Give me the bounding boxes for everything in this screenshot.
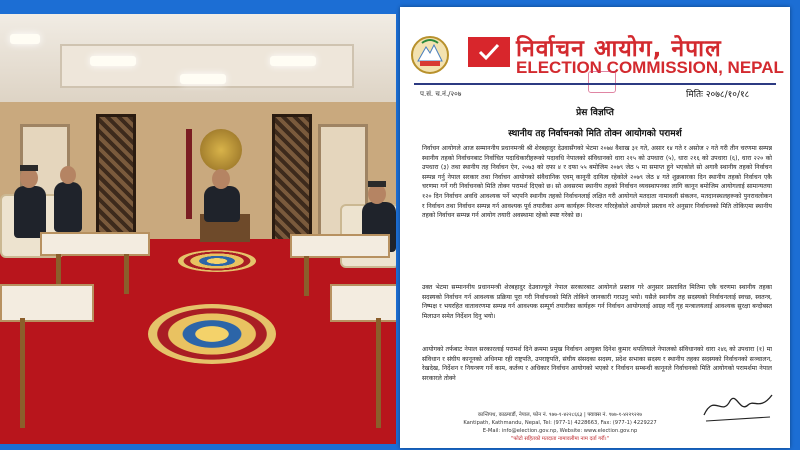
table-leg: [20, 318, 25, 428]
person-cap: [20, 165, 38, 171]
footer: [410, 411, 710, 443]
stamp: [588, 71, 616, 93]
table-leg: [304, 256, 309, 296]
ceiling-light: [180, 74, 226, 84]
side-table: [330, 284, 396, 322]
person-head: [212, 169, 230, 189]
carved-panel: [272, 114, 312, 250]
press-release-document: [400, 7, 790, 448]
rug: [178, 250, 256, 272]
side-table: [0, 284, 94, 322]
side-table: [290, 234, 390, 258]
side-table: [40, 232, 150, 256]
title-nepali: निर्वाचन आयोग, नेपाल: [516, 36, 722, 62]
ceiling: [0, 14, 396, 104]
ceiling-light: [270, 56, 316, 66]
signature: [700, 387, 776, 427]
footer-address-nepali: कान्तिपथ, काठमाडौं, नेपाल, फोन नं. ९७७-१-४२२८६६३ | फ्याक्स नं. ९७७-१-४२२९२२७: [477, 412, 643, 418]
ceiling-light: [10, 34, 40, 44]
subject-line: स्थानीय तह निर्वाचनको मिति तोक्न आयोगको परामर्श: [508, 129, 682, 139]
table-leg: [124, 254, 129, 294]
rug: [148, 304, 276, 364]
ballot-check-icon: [478, 43, 500, 61]
carved-panel: [96, 114, 136, 250]
header-rule: [414, 83, 776, 85]
paragraph: आयोगको तर्फबाट नेपाल सरकारलाई परामर्श दिने क्रममा प्रमुख निर्वाचन आयुक्त दिनेश कुमार थपलियाले नेपालको संविधानको धारा २४६ को उपधारा (१) मा संविधान र संघीय कानूनको अधिनमा रही राष्ट्रपति, उपराष्ट्रपति, संघीय संसदका सदस्य, प्रदेश सभाका सदस्य र स्थानीय तहका सदस्यको निर्वाचनको सञ्चालन, रेखदेख, निर्देशन र नियन्त्रण गर्ने काम, कर्तव्य र अधिकार निर्वाचन आयोगको भएको र निर्वाचन सम्बन्धी कानूनले निर्वाचनको मिति आयोगको परामर्शमा नेपाल सरकारले तोक्ने: [422, 346, 772, 382]
paragraph: निर्वाचन आयोगले आज सम्माननीय प्रधानमन्त्री श्री शेरबहादुर देउवासँगको भेटमा २०७४ वैशाख ३१ गते, असार १४ गते र असोज २ गते गरी तीन चरणमा सम्पन्न स्थानीय तहको निर्वाचनबाट निर्वाचित पदाधिकारीहरूको पदावधि नेपालको संविधानको धारा २१५ को उपधारा (५), धारा २१६ को उपधारा (६), धारा २२० को उपधारा (३) तथा स्थानीय तह निर्वाचन ऐन, २०७३ को दफा ४ र दफा ५५ बमोजिम २०७९ जेठ ५ मा समाप्त हुने भएकोले सो अगावै स्थानीय तहको निर्वाचन सम्पन्न गर्नु नेपाल सरकार तथा निर्वाचन आयोगको संवैधानिक एवम् कानूनी दायित्व रहेकोले २०७९ जेठ ४ गते शुक्रबारका दिन स्थानीय तहको निर्वाचन एकै चरणमा गर्ने गरी निर्वाचनको मिति तोक्न परामर्श दिएको छ। सो अवसरमा स्थानीय तहको निर्वाचन व्यवस्थापनका लागि कानून बमोजिम आयोगलाई सामान्यतया १२० दिन निर्वाचन अवधि आवश्यक पर्ने भएपनि स्थानीय तहको निर्वाचनलाई लक्षित गरी आयोगले मतदाता नामावली संकलन, मतदानस्थलहरूको पुनरावलोकन र निर्वाचन तथा निर्वाचन सम्पन्न गर्न आवश्यक पूर्व तयारीका अन्य कार्यहरू निरन्तर गरिरहेकोले आयोगले प्रस्ताव गरे अनुसार निर्वाचनको मिति तोकिएमा स्थानीय तहको निर्वाचन सम्पन्न गर्न आयोग तयारी अवस्थामा रहेको स्पष्ट गरेको छ।: [422, 145, 772, 220]
flag: [186, 129, 192, 219]
meeting-photo: [0, 14, 396, 444]
title-english: ELECTION COMMISSION, NEPAL: [516, 58, 784, 77]
footer-slogan: "फोटो सहितको मतदाता नामावलीमा नाम दर्ता गरौं।": [511, 436, 609, 442]
person-head: [60, 166, 76, 184]
press-release-heading: प्रेस विज्ञप्ति: [576, 108, 614, 118]
person: [204, 186, 240, 222]
ceiling-light: [90, 56, 136, 66]
person-head: [368, 184, 386, 204]
person: [54, 182, 82, 232]
paragraph: उक्त भेटमा सम्माननीय प्रधानमन्त्री शेरबहादुर देउवाज्यूले नेपाल सरकारबाट आयोगले प्रस्ताव गरे अनुसार प्रस्तावित मितिमा एकै चरणमा स्थानीय तहका सदस्यको निर्वाचन गर्न आवश्यक प्रक्रिया पूरा गरी निर्वाचनको मिति तोकिने जानकारी गराउनु भयो। यसैले स्थानीय तह सदस्यको निर्वाचनलाई स्वच्छ, स्वतन्त्र, निष्पक्ष र भयरहित वातावरणमा सम्पन्न गर्न आवश्यक सम्पूर्ण तयारीका कार्यहरू गर्न निर्वाचन आयोगलाई आग्रह गर्दै गृह मन्त्रालयलाई आवश्यक सुरक्षा बन्दोबस्त मिलाउन समेत निर्देशन दिनु भयो।: [422, 284, 772, 320]
table-leg: [376, 318, 381, 428]
nepal-emblem-icon: [410, 35, 450, 75]
election-commission-logo: [468, 37, 510, 67]
person-head: [20, 168, 38, 188]
person-cap: [368, 181, 386, 187]
reference-number: प.सं. च.नं./२०७: [420, 90, 462, 98]
footer-address-english: Kantipath, Kathmandu, Nepal, Tel: (977-1) 4228663, Fax: (977-1) 4229227: [463, 420, 657, 426]
national-emblem: [200, 129, 242, 171]
date: मितिः २०७८/१०/१८: [686, 90, 750, 100]
person: [14, 186, 46, 238]
footer-contact: E-Mail: info@election.gov.np, Website: www.election.gov.np: [482, 428, 638, 434]
